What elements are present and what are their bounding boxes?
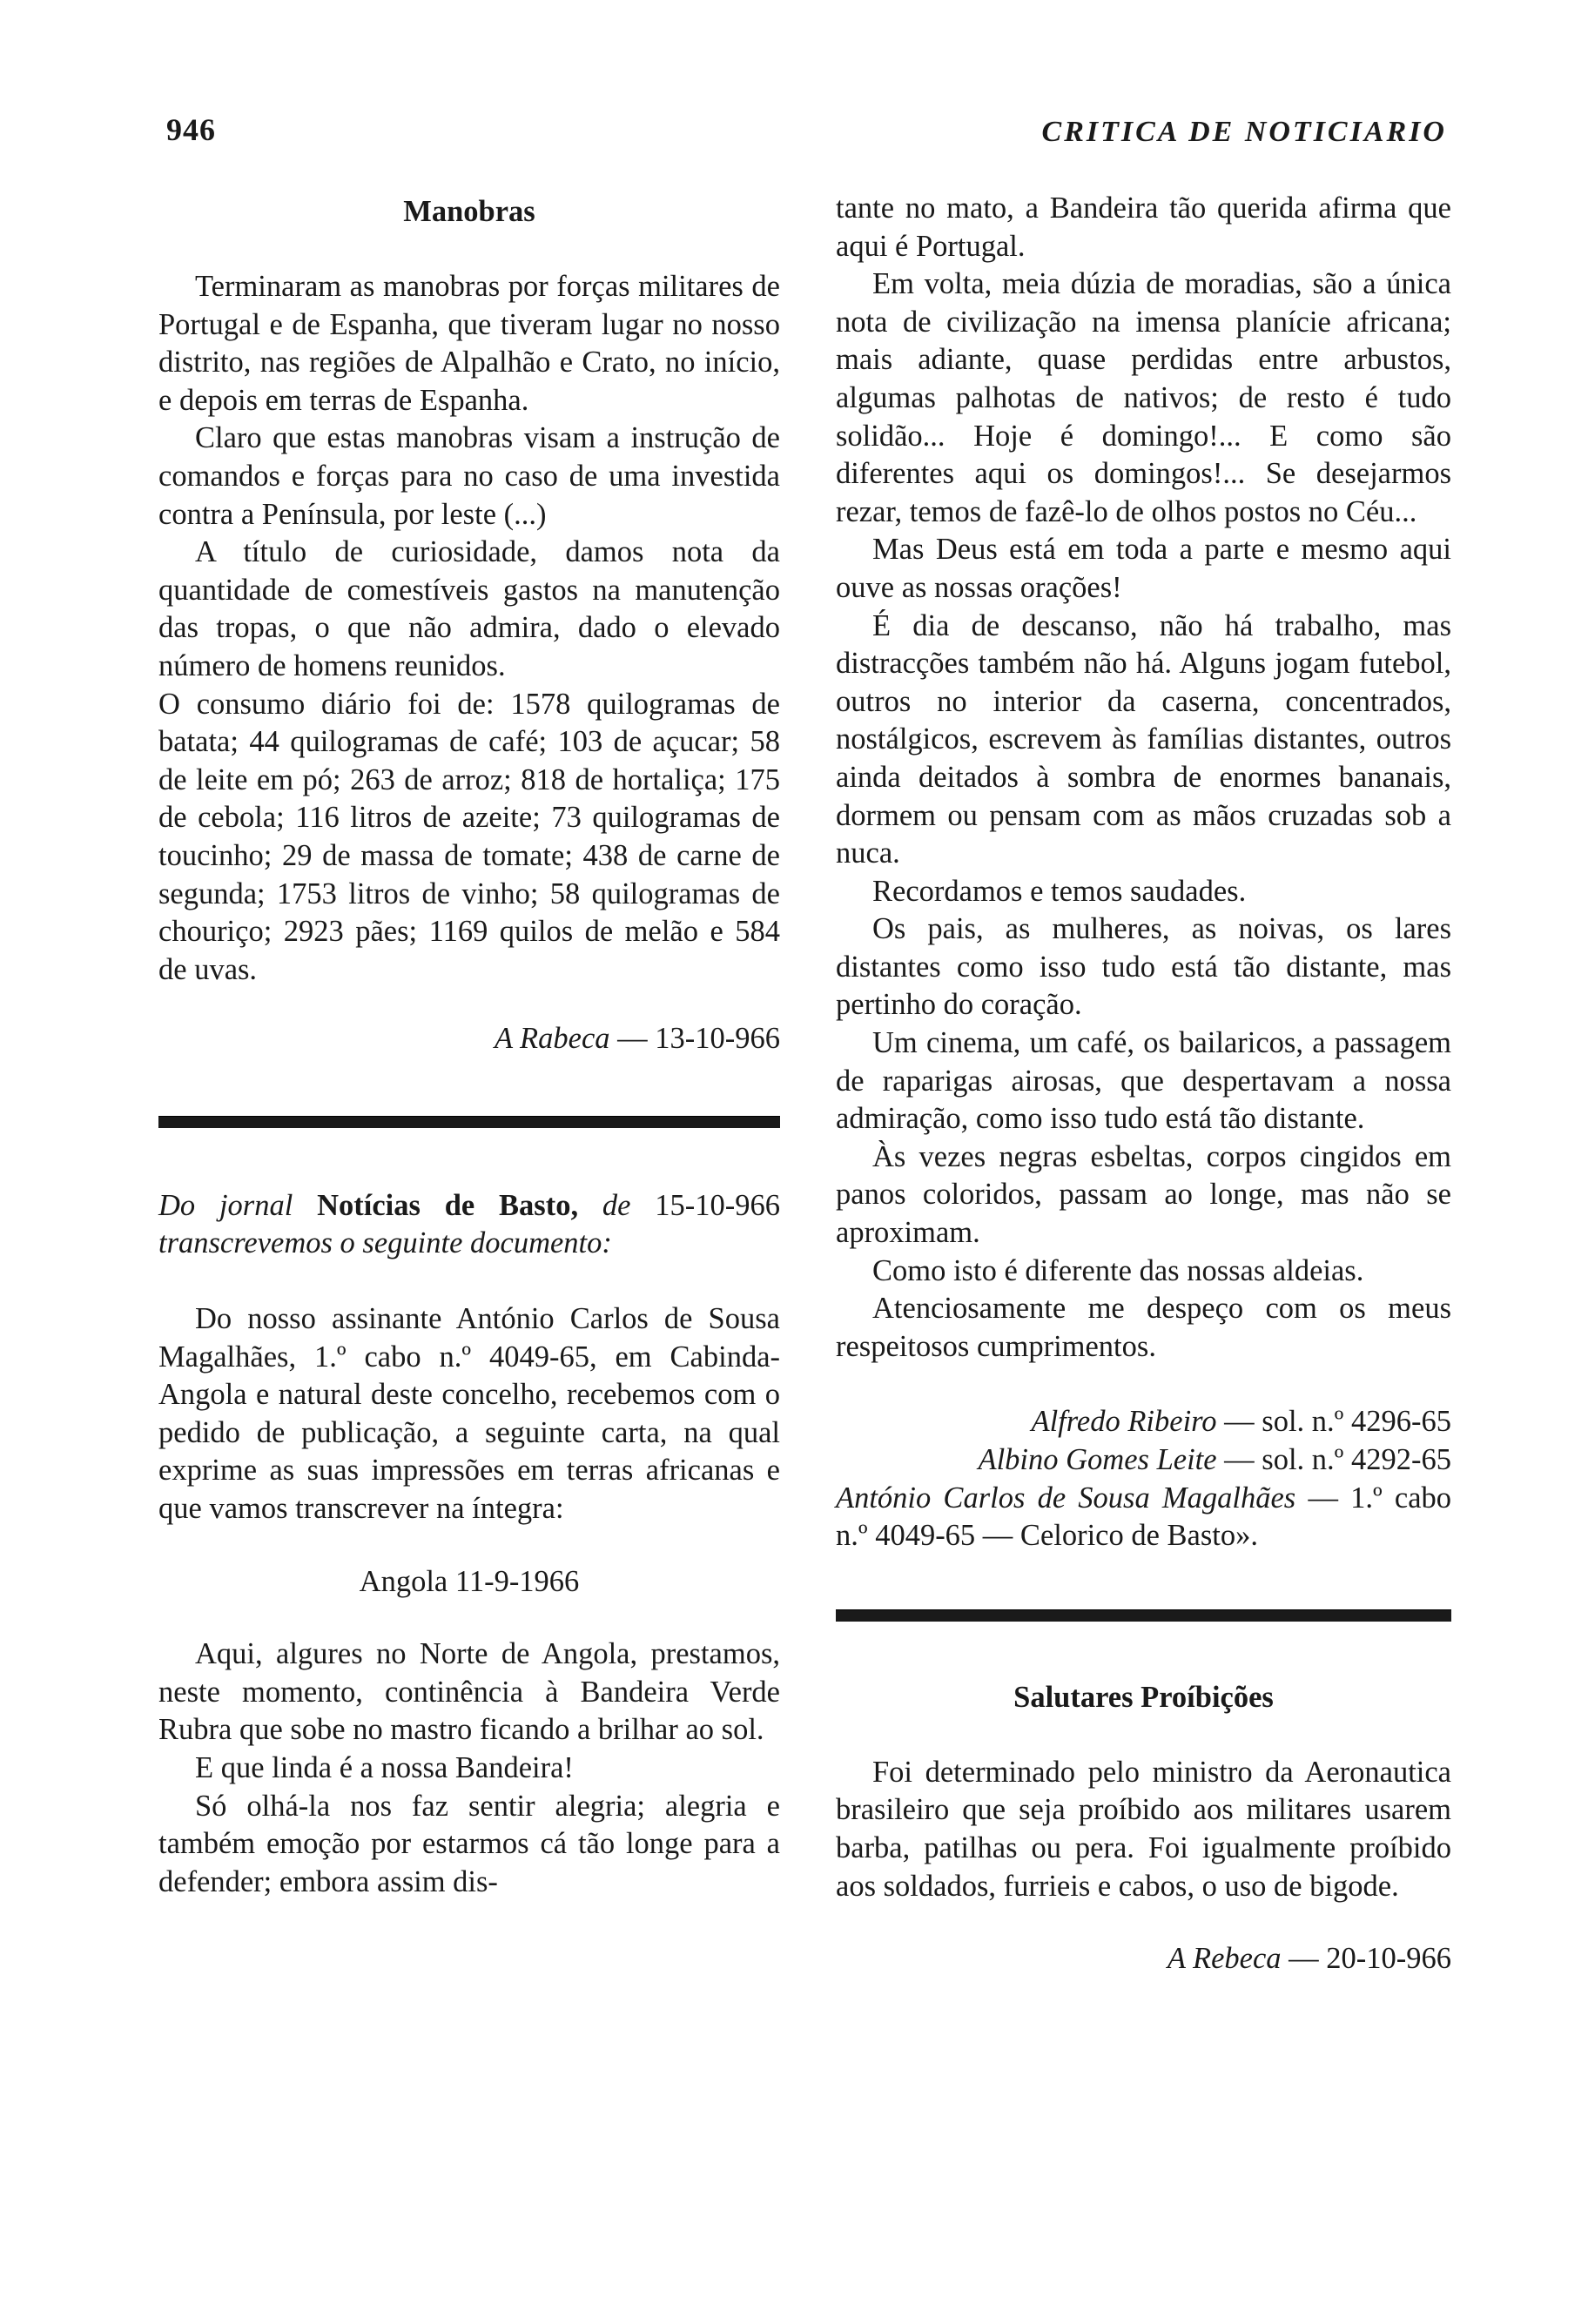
left-column — [158, 190, 780, 1901]
signature-name: António Carlos de Sousa Magalhães — [836, 1481, 1296, 1515]
signature — [836, 1403, 1451, 1441]
paragraph: tante no mato, a Bandeira tão querida afirma que aqui é Portugal. — [836, 191, 1451, 263]
section-divider — [158, 1116, 780, 1128]
paragraph: A título de curiosidade, damos nota da quantidade de comestíveis gastos na manutenção das tropas, o que não admira, dado o elevado número de homens reunidos. — [158, 535, 780, 682]
section-divider — [836, 1609, 1451, 1622]
paragraph: E que linda é a nossa Bandeira! — [195, 1751, 574, 1784]
signature-detail: — sol. n.º 4296-65 — [1224, 1405, 1451, 1439]
signature-detail: — 1.º cabo n.º 4049-65 — Celorico de Basto». — [836, 1481, 1452, 1553]
intro-text: Do jornal — [158, 1188, 293, 1222]
source-date: — 20-10-966 — [1289, 1942, 1451, 1976]
article-title: Manobras — [403, 195, 535, 228]
intro-text: de — [602, 1188, 631, 1222]
signature — [836, 1441, 1451, 1480]
intro-date: 15-10-966 — [655, 1188, 781, 1222]
signature-name: Albino Gomes Leite — [978, 1443, 1217, 1476]
signature-name: Alfredo Ribeiro — [1031, 1405, 1217, 1439]
paragraph: Mas Deus está em toda a parte e mesmo aqui ouve as nossas orações! — [836, 533, 1451, 604]
signature-detail: — sol. n.º 4292-65 — [1224, 1443, 1451, 1476]
paragraph: Os pais, as mulheres, as noivas, os lares distantes como isso tudo está tão distante, mas pertinho do coração. — [836, 912, 1451, 1022]
paragraph: Aqui, algures no Norte de Angola, prestamos, neste momento, continência à Bandeira Verde Rubra que sobe no mastro ficando a brilhar ao sol. — [158, 1637, 780, 1747]
source-publication: A Rabeca — [494, 1022, 610, 1056]
source-publication: A Rebeca — [1167, 1942, 1282, 1976]
paragraph: Só olhá-la nos faz sentir alegria; alegria e também emoção por estarmos cá tão longe para a defender; embora assim dis- — [158, 1789, 780, 1898]
signature — [836, 1480, 1451, 1555]
running-header: CRITICA DE NOTICIARIO — [1041, 116, 1447, 148]
article-intro — [158, 1187, 780, 1263]
paragraph: É dia de descanso, não há trabalho, mas distracções também não há. Alguns jogam futebol, outros no interior da caserna, concentrados, nostálgicos, escrevem às famílias distantes, outros ainda deitados à sombra de enormes bananais, dormem ou pensam com as mãos cruzadas sob a nuca. — [836, 608, 1451, 870]
letter-continuation — [836, 190, 1451, 1555]
paragraph: Claro que estas manobras visam a instrução de comandos e forças para no caso de uma investida contra a Península, por leste (...) — [158, 421, 780, 531]
newspaper-name: Notícias de Basto, — [317, 1188, 579, 1222]
article-noticias-de-basto — [158, 1187, 780, 1902]
letter-dateline: Angola 11-9-1966 — [359, 1564, 580, 1598]
paragraph: Atenciosamente me despeço com os meus respeitosos cumprimentos. — [836, 1292, 1451, 1363]
source-date: — 13-10-966 — [617, 1022, 780, 1056]
article-manobras — [158, 193, 780, 1058]
paragraph: Recordamos e temos saudades. — [872, 874, 1247, 908]
article-source — [158, 1020, 780, 1058]
paragraph: Terminaram as manobras por forças militares de Portugal e de Espanha, que tiveram lugar no nosso distrito, nas regiões de Alpalhão e Crato, no início, e depois em terras de Espanha. — [158, 270, 780, 417]
paragraph: Como isto é diferente das nossas aldeias. — [872, 1253, 1364, 1287]
paragraph: Às vezes negras esbeltas, corpos cingidos em panos coloridos, passam ao longe, mas não se aproximam. — [836, 1139, 1451, 1250]
page-number: 946 — [166, 112, 216, 147]
paragraph: Um cinema, um café, os bailaricos, a passagem de raparigas airosas, que despertavam a nossa admiração, como isso tudo está tão distante. — [836, 1026, 1451, 1136]
paragraph: Em volta, meia dúzia de moradias, são a única nota de civilização na imensa planície africana; mais adiante, quase perdidas entre arbustos, algumas palhotas de nativos; de resto é tudo solidão... Hoje é domingo!... E como são diferentes aqui os domingos!... Se desejarmos rezar, temos de fazê-lo de olhos postos no Céu... — [836, 267, 1451, 528]
intro-text: transcrevemos o seguinte documento: — [158, 1226, 612, 1260]
right-column — [836, 190, 1451, 1978]
article-source — [836, 1940, 1451, 1978]
article-salutares-proibicoes — [836, 1679, 1451, 1978]
article-title: Salutares Proíbições — [1013, 1680, 1274, 1714]
paragraph: Foi determinado pelo ministro da Aeronautica brasileiro que seja proíbido aos militares usarem barba, patilhas ou pera. Foi igualmente proíbido aos soldados, furrieis e cabos, o uso de bigode. — [836, 1755, 1451, 1903]
paragraph: O consumo diário foi de: 1578 quilogramas de batata; 44 quilogramas de café; 103 de açucar; 58 de leite em pó; 263 de arroz; 818 de hortaliça; 175 de cebola; 116 litros de azeite; 73 quilogramas de toucinho; 29 de massa de tomate; 438 de carne de segunda; 1753 litros de vinho; 58 quilogramas de chouriço; 2923 pães; 1169 quilos de melão e 584 de uvas. — [158, 687, 780, 986]
paragraph: Do nosso assinante António Carlos de Sousa Magalhães, 1.º cabo n.º 4049-65, em Cabinda-Angola e natural deste concelho, recebemos com o pedido de publicação, a seguinte carta, na qual exprime as suas impressões em terras africanas e que vamos transcrever na íntegra: — [158, 1302, 780, 1526]
